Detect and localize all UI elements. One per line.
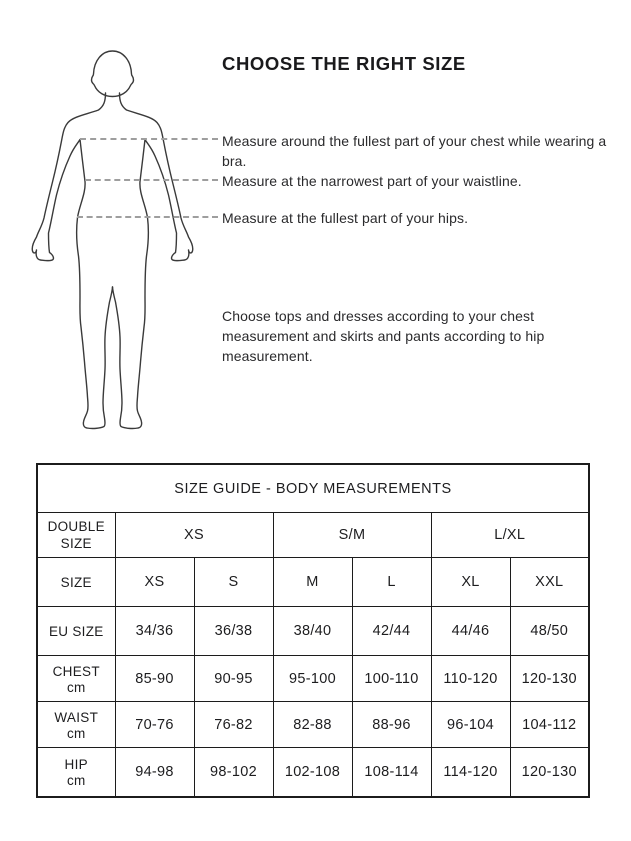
eu-size-cell: 38/40 <box>273 607 352 656</box>
eu-size-cell: 48/50 <box>510 607 589 656</box>
row-label-hip <box>37 748 115 798</box>
chest-cell: 100-110 <box>352 656 431 702</box>
eu-size-cell: 36/38 <box>194 607 273 656</box>
eu-size-row <box>37 607 589 656</box>
row-label-size: SIZE <box>37 558 115 607</box>
waist-cell: 82-88 <box>273 702 352 748</box>
page-title: CHOOSE THE RIGHT SIZE <box>222 53 466 74</box>
group-cell-lxl: L/XL <box>431 513 589 558</box>
size-cell: M <box>273 558 352 607</box>
hip-instruction: Measure at the fullest part of your hips. <box>222 210 469 226</box>
chest-cell: 110-120 <box>431 656 510 702</box>
chest-row <box>37 656 589 702</box>
waist-cell: 88-96 <box>352 702 431 748</box>
chest-cell: 120-130 <box>510 656 589 702</box>
hip-row <box>37 748 589 798</box>
fit-note: Choose tops and dresses according to your chest measurement and skirts and pants according to hip measurement. <box>222 308 545 364</box>
group-cell-sm: S/M <box>273 513 431 558</box>
hip-measure-line <box>77 216 218 218</box>
chest-label: CHEST <box>52 663 100 679</box>
row-label-double-size: DOUBLE SIZE <box>37 513 115 558</box>
waist-row <box>37 702 589 748</box>
hip-cell: 102-108 <box>273 748 352 798</box>
chest-instruction: Measure around the fullest part of your chest while wearing a bra. <box>222 133 607 169</box>
size-cell: XXL <box>510 558 589 607</box>
figure-head <box>92 51 134 97</box>
size-cell: L <box>352 558 431 607</box>
hip-label: HIP <box>64 757 88 772</box>
hip-cell: 108-114 <box>352 748 431 798</box>
size-cell: XS <box>115 558 194 607</box>
eu-size-cell: 34/36 <box>115 607 194 656</box>
chest-cell: 85-90 <box>115 656 194 702</box>
waist-unit: cm <box>66 725 86 741</box>
waist-cell: 104-112 <box>510 702 589 748</box>
hip-cell: 114-120 <box>431 748 510 798</box>
eu-size-cell: 44/46 <box>431 607 510 656</box>
table-title: SIZE GUIDE - BODY MEASUREMENTS <box>37 464 589 513</box>
size-guide-table <box>36 463 590 798</box>
row-label-waist <box>37 702 115 748</box>
row-label-chest <box>37 656 115 702</box>
waist-measure-line <box>85 179 218 181</box>
waist-cell: 70-76 <box>115 702 194 748</box>
waist-instruction: Measure at the narrowest part of your waistline. <box>222 173 522 189</box>
body-outline-illustration <box>20 25 220 445</box>
hip-cell: 120-130 <box>510 748 589 798</box>
table-title-row <box>37 464 589 513</box>
figure-area <box>20 25 220 445</box>
chest-unit: cm <box>66 679 86 695</box>
eu-size-cell: 42/44 <box>352 607 431 656</box>
waist-cell: 96-104 <box>431 702 510 748</box>
double-size-row <box>37 513 589 558</box>
chest-cell: 90-95 <box>194 656 273 702</box>
group-cell-xs: XS <box>115 513 273 558</box>
size-cell: XL <box>431 558 510 607</box>
hip-cell: 98-102 <box>194 748 273 798</box>
hip-unit: cm <box>66 773 86 788</box>
waist-cell: 76-82 <box>194 702 273 748</box>
chest-measure-line <box>80 138 218 140</box>
hip-cell: 94-98 <box>115 748 194 798</box>
row-label-eu-size: EU SIZE <box>37 607 115 656</box>
figure-left-side <box>32 93 112 429</box>
figure-right-side <box>113 93 193 429</box>
chest-cell: 95-100 <box>273 656 352 702</box>
size-row <box>37 558 589 607</box>
waist-label: WAIST <box>54 709 99 725</box>
size-cell: S <box>194 558 273 607</box>
